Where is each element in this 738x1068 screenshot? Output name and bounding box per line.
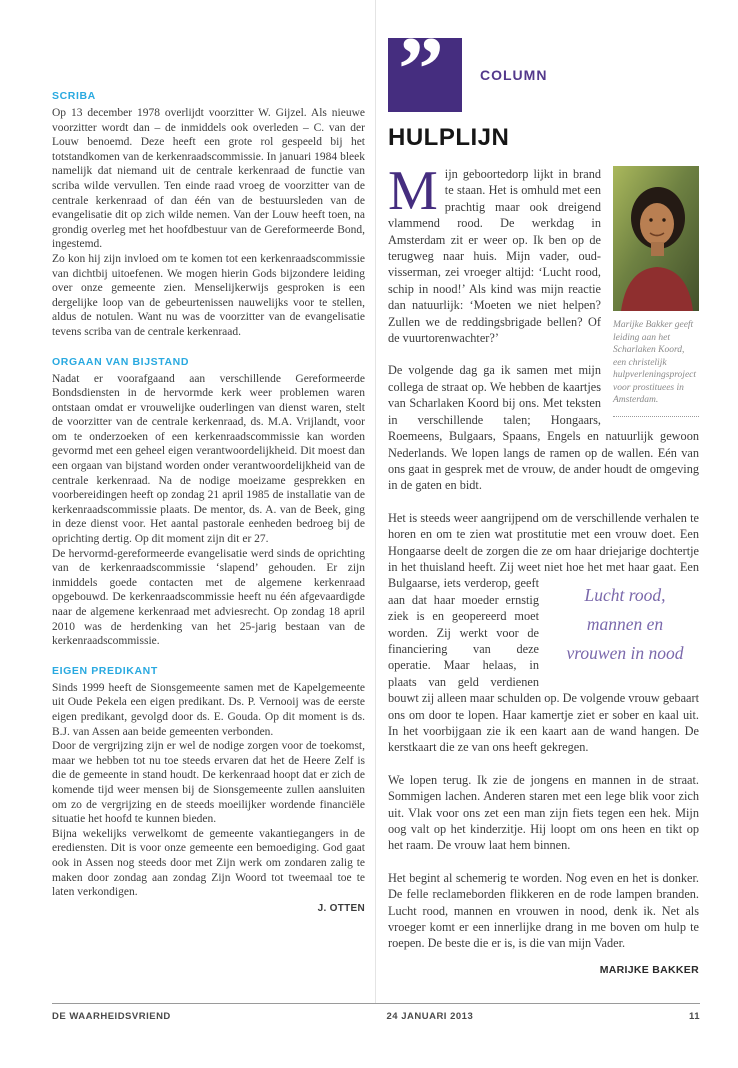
article-section-eigen-predikant — [52, 665, 365, 914]
paragraph: De volgende dag ga ik samen met mijn collega de straat op. We hebben de kaartjes van Scharlaken Koord bij ons. Met teksten in verschillende talen; Hongaars, Roemeens, Bulgaars, Spaans, Engels en natuurlijk gewoon Nederlands. We lopen langs de ramen op de wallen. Eén van ons gaat in gesprek met de vrouw, de ander houdt de omgeving in de gaten en bidt. — [388, 363, 699, 493]
photo-caption: Marijke Bakker geeft leiding aan het Scharlaken Koord, een christelijk hulpverleningsproject voor prostituees in Amsterdam. — [613, 319, 699, 417]
footer-publication: DE WAARHEIDSVRIEND — [52, 1011, 171, 1022]
paragraph: De hervormd-gereformeerde evangelisatie werd sinds de oprichting van de kerkenraadscommissie ‘slapend’ gehouden. Er zijn inmiddels goede contacten met de algemene kerkenraad opgebouwd. De kerkenraadscommissie heeft nu één afgevaardigde naar de algemene kerkenraad met adviesrecht. Op zondag 18 april 2010 was de herdenking van het 25-jarig bestaan van de kerkenraadscommissie. — [52, 547, 365, 648]
article-section-scriba — [52, 90, 365, 340]
pull-quote — [551, 581, 699, 668]
pull-quote-line: mannen en — [586, 614, 664, 635]
column-title: HULPLIJN — [388, 124, 510, 151]
column-badge — [388, 38, 462, 112]
quote-icon: ” — [398, 38, 444, 112]
paragraph: We lopen terug. Ik zie de jongens en mannen in de straat. Sommigen lachen. Anderen staren met een lege blik voor zich uit. Vlak voor ons zet een man zijn fiets tegen een hek. Mijn oog valt op het kinderzitje. Hij loopt om ons heen en tikt op het raam. De vrouw laat hem binnen. — [388, 772, 699, 853]
section-heading-scriba: SCRIBA — [52, 90, 96, 102]
footer-page-number: 11 — [688, 1011, 700, 1022]
column-body — [388, 160, 699, 978]
column-article — [388, 0, 699, 1003]
page-footer — [52, 1003, 700, 1022]
pull-quote-line: Lucht rood, — [584, 585, 666, 606]
paragraph: Op 13 december 1978 overlijdt voorzitter W. Gijzel. Als nieuwe voorzitter wordt dan – de inmiddels ook overleden – C. van der Louw benoemd. Deze heeft een grote rol gespeeld bij het totstandkomen van de kerkenraadscommissie. In januari 1984 bleek namelijk dat niemand uit de centrale kerkenraad de functie van scriba wilde vervullen. Ten einde raad vroeg de voorzitter van de centrale kerkenraad of dan één van de bestuursleden van de evangelisatie dit op zich wilde nemen. Van der Louw heeft toen, na grondig overleg met het hoofdbestuur van de Gereformeerde Bond, ingestemd. — [52, 107, 365, 251]
drop-cap: M — [388, 160, 438, 222]
column-author: MARIJKE BAKKER — [599, 963, 699, 976]
article-author: J. OTTEN — [317, 902, 365, 914]
paragraph: Het begint al schemerig te worden. Nog even en het is donker. De felle reclameborden flikkeren en de rode lampen branden. Lucht rood, mannen en vrouwen in nood, denk ik. Net als vroeger komt er een innerlijke drang in me boven om hulp te roepen. De beste die er is, is die van mijn Vader. — [388, 870, 699, 951]
section-heading-orgaan-van-bijstand: ORGAAN VAN BIJSTAND — [52, 355, 190, 368]
article-left — [52, 0, 365, 1003]
column-header — [388, 38, 699, 112]
footer-date: 24 JANUARI 2013 — [386, 1011, 474, 1022]
column-kicker: COLUMN — [480, 67, 548, 83]
photo-figure — [613, 166, 699, 417]
section-heading-eigen-predikant: EIGEN PREDIKANT — [52, 664, 158, 677]
paragraph: Door de vergrijzing zijn er wel de nodige zorgen voor de toekomst, maar we hebben tot nu toe steeds ervaren dat het de Heere Zelf is die de gemeente in stand houdt. De kerkenraad hoopt dat er zich de komende tijd weer mensen bij de Sionsgemeente zullen aansluiten om zo de vergrijzing en de steeds moeilijker wordende financiële situatie het hoofd te kunnen bieden. — [52, 740, 365, 826]
paragraph: Sinds 1999 heeft de Sionsgemeente samen met de Kapelgemeente uit Oude Pekela een eigen predikant. Ds. P. Vernooij was de eerste eigen predikant, gevolgd door ds. E. Gouda. Op dit moment is ds. B.J. van Assen aan beide gemeenten verbonden. — [52, 681, 365, 738]
portrait-photo-graphic — [613, 166, 699, 311]
column-divider — [375, 0, 376, 1003]
paragraph-text: ijn geboortedorp lijkt in brand te staan. Het is omhuld met een prachtig maar ook dreigend vlammend rood. De werkdag in Amsterdam zit er weer op. Ik ben op de terugweg naar huis. Mijn vader, oud-visserman, zei vroeger altijd: ‘Lucht rood, schip in nood!’ Als kind was mijn reactie dan natuurlijk: ‘Moeten we niet helpen? Zullen we de reddingsbrigade bellen? Of de vuurtorenwachter?’ — [388, 167, 601, 346]
paragraph: Zo kon hij zijn invloed om te komen tot een kerkenraadscommissie van dichtbij uitoefenen. We mogen hierin Gods bijzondere leiding over onze gemeente zien. Menselijkerwijs gesproken is een dergelijke loop van de gebeurtenissen nauwelijks voor te stellen, aldus de notulen. Want nu was de voorzitter van de evangelisatie tevens scriba van de centrale kerkenraad. — [52, 252, 365, 338]
paragraph-text: met haar gaat. Een Bulgaarse, iets verderop, geeft aan dat haar moeder ernstig ziek is en geopereerd moet worden. Zij werkt voor de financiering van deze operatie. Maar helaas, in plaats van geld verdienen bouwt zij alleen maar schulden op. De volgende vrouw gebaart ons om door te lopen. Haar kamertje ziet er sober en kaal uit. In het voorbijgaan zie ik een kaart aan de wand hangen. De kerstkaart die ze van ons heeft gekregen. — [388, 559, 699, 755]
paragraph: Bijna wekelijks verwelkomt de gemeente vakantiegangers in de erediensten. Dit is voor onze gemeente een bemoediging. God gaat ook in Assen nog steeds door met Zijn werk om zondaren zalig te maken door zondag aan zondag Zijn Woord tot tweemaal toe te laten verkondigen. — [52, 827, 365, 899]
portrait-photo — [613, 166, 699, 311]
paragraph-text: Het is steeds weer aangrijpend om de verschillende verhalen te horen en om te zien wat prostitutie met een vrouw doet. Een Hongaarse deelt de zorgen die ze om haar driejarige dochtertje in het thuisland heeft. Zij weet niet hoe het — [388, 510, 699, 574]
paragraph — [388, 510, 699, 756]
paragraph: Nadat er voorafgaand aan verschillende Gereformeerde Bondsdiensten in de hervormde kerk weer problemen waren ontstaan omdat er vrouwelijke ouderlingen van dienst waren, stelt de voorzitter van de centrale kerkenraad, ds. M.A. Vrijlandt, voor om te onderzoeken of een kerkenraadscommissie kan worden gevormd met een geheel eigen verantwoordelijkheid. Dit moest dan een orgaan van bijstand worden onder verantwoordelijkheid van de centrale kerkenraad. Na de nodige moeizame gesprekken en voorbereidingen heeft op zondag 21 april 1985 de installatie van de kerkenraadscommissie plaats. De mentor, ds. A. van de Beek, ging in deze dienst voor. Het aantal pastorale eenheden bedroeg bij de oprichting dertig. Op dit moment zijn dit er 27. — [52, 372, 365, 546]
article-section-orgaan-van-bijstand — [52, 356, 365, 649]
pull-quote-line: vrouwen in nood — [566, 643, 684, 664]
